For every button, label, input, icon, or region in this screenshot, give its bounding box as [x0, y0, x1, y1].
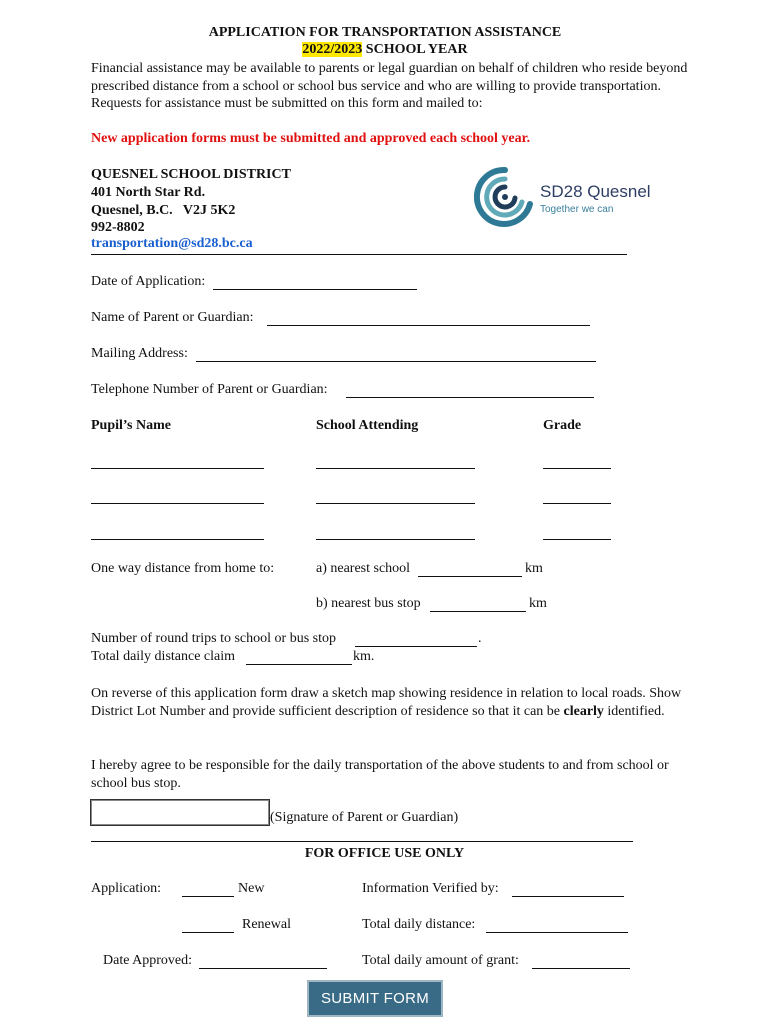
reverse-note-end: identified.: [603, 703, 665, 719]
renewal-application-field[interactable]: [182, 931, 234, 933]
mailing-address-field[interactable]: [196, 360, 596, 362]
information-verified-field[interactable]: [512, 895, 624, 897]
date-approved-field[interactable]: [199, 967, 327, 969]
total-distance-claim-unit: km.: [353, 649, 375, 664]
submit-form-button[interactable]: SUBMIT FORM: [307, 980, 443, 1017]
nearest-bus-stop-km-field[interactable]: [430, 610, 526, 612]
new-application-field[interactable]: [182, 895, 234, 897]
school-year-rest: SCHOOL YEAR: [362, 42, 468, 57]
round-trips-label: Number of round trips to school or bus stop: [91, 631, 336, 646]
round-trips-field[interactable]: [355, 645, 477, 647]
date-of-application-field[interactable]: [213, 288, 417, 290]
application-label: Application:: [91, 881, 161, 896]
phone-number: 992-8802: [91, 220, 145, 235]
reverse-note-text: On reverse of this application form draw a sketch map showing residence in relation to local roads. Show District Lot Number and provide sufficient description of residence so that it can be: [91, 686, 682, 719]
nearest-school-unit: km: [525, 561, 543, 576]
grant-amount-field[interactable]: [532, 967, 630, 969]
signature-label: (Signature of Parent or Guardian): [270, 810, 459, 825]
address-divider: [91, 254, 627, 255]
district-name: QUESNEL SCHOOL DISTRICT: [91, 167, 291, 182]
logo-swirl-icon: [474, 166, 536, 228]
city-postal: Quesnel, B.C. V2J 5K2: [91, 203, 236, 218]
parent-name-field[interactable]: [267, 324, 590, 326]
information-verified-label: Information Verified by:: [362, 881, 499, 896]
grant-amount-label: Total daily amount of grant:: [362, 953, 519, 968]
total-daily-distance-field[interactable]: [486, 931, 628, 933]
school-year: [0, 42, 770, 58]
parent-name-label: Name of Parent or Guardian:: [91, 310, 254, 325]
nearest-school-label: a) nearest school: [316, 561, 411, 576]
new-label: New: [238, 881, 265, 896]
grade-field-1[interactable]: [543, 467, 611, 469]
form-title: APPLICATION FOR TRANSPORTATION ASSISTANCE: [208, 25, 562, 40]
distance-label: One way distance from home to:: [91, 561, 275, 576]
grade-field-2[interactable]: [543, 502, 611, 504]
agreement-paragraph: I hereby agree to be responsible for the daily transportation of the above students to and from school or school bus stop.: [91, 758, 669, 791]
pupil-name-field-2[interactable]: [91, 502, 264, 504]
date-approved-label: Date Approved:: [103, 953, 193, 968]
reverse-note-bold: clearly: [563, 703, 604, 719]
col-header-grade: Grade: [543, 418, 582, 433]
grade-field-3[interactable]: [543, 538, 611, 540]
school-field-1[interactable]: [316, 467, 475, 469]
date-of-application-label: Date of Application:: [91, 274, 206, 289]
total-daily-distance-label: Total daily distance:: [362, 917, 476, 932]
sd28-logo: [474, 166, 651, 228]
signature-field[interactable]: [90, 799, 270, 826]
intro-paragraph: Financial assistance may be available to parents or legal guardian on behalf of children who reside beyond prescribed distance from a school or school bus service and who are willing to provide transportation. Requests for assistance must be submitted on this form and mailed to:: [91, 61, 688, 111]
round-trips-end: .: [478, 631, 482, 646]
school-field-2[interactable]: [316, 502, 475, 504]
logo-name: SD28 Quesnel: [540, 182, 651, 201]
pupil-name-field-3[interactable]: [91, 538, 264, 540]
total-distance-claim-label: Total daily distance claim: [91, 649, 236, 664]
mailing-address-label: Mailing Address:: [91, 346, 188, 361]
office-use-title: FOR OFFICE USE ONLY: [304, 846, 465, 861]
school-field-3[interactable]: [316, 538, 475, 540]
pupil-name-field-1[interactable]: [91, 467, 264, 469]
total-distance-claim-field[interactable]: [246, 663, 352, 665]
office-divider: [91, 841, 633, 842]
col-header-school-attending: School Attending: [316, 418, 419, 433]
telephone-field[interactable]: [346, 396, 594, 398]
renewal-label: Renewal: [242, 917, 291, 932]
school-year-highlight: 2022/2023: [302, 42, 363, 57]
reverse-note-paragraph: [91, 685, 691, 720]
notice-text: New application forms must be submitted and approved each school year.: [91, 131, 531, 146]
email-link[interactable]: transportation@sd28.bc.ca: [91, 236, 253, 251]
col-header-pupil-name: Pupil’s Name: [91, 418, 171, 433]
nearest-bus-stop-unit: km: [529, 596, 547, 611]
nearest-school-km-field[interactable]: [418, 575, 522, 577]
telephone-label: Telephone Number of Parent or Guardian:: [91, 382, 328, 397]
logo-tagline: Together we can: [540, 204, 614, 215]
nearest-bus-stop-label: b) nearest bus stop: [316, 596, 421, 611]
street-address: 401 North Star Rd.: [91, 185, 206, 200]
